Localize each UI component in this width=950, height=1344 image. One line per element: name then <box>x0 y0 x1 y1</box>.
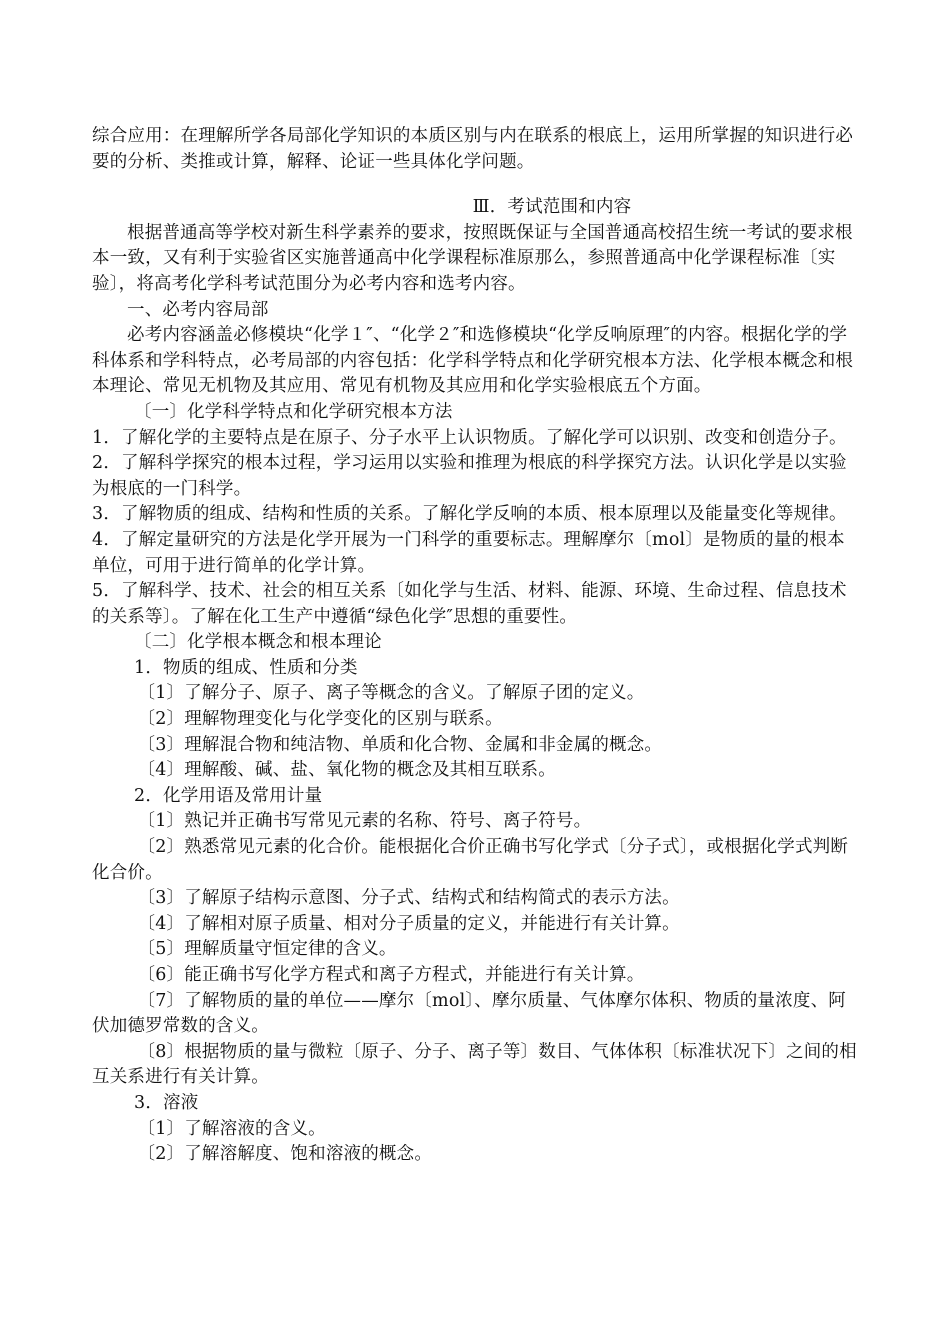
document-body <box>92 124 862 1168</box>
topic2-item: 〔2〕熟悉常见元素的化合价。能根据化合价正确书写化学式〔分子式〕，或根据化学式判断化合价。 <box>92 837 849 883</box>
topic2-item: 〔6〕能正确书写化学方程式和离子方程式，并能进行有关计算。 <box>137 965 645 985</box>
sub1-item: 2．了解科学探究的根本过程，学习运用以实验和推理为根底的科学探究方法。认识化学是以实验为根底的一门科学。 <box>92 453 847 499</box>
topic2-item: 〔3〕了解原子结构示意图、分子式、结构式和结构简式的表示方法。 <box>137 888 680 909</box>
topic2-item: 〔7〕了解物质的量的单位——摩尔〔mol〕、摩尔质量、气体摩尔体积、物质的量浓度、阿伏加德罗常数的含义。 <box>92 990 847 1037</box>
topic2-item: 〔8〕根据物质的量与微粒〔原子、分子、离子等〕数目、气体体积〔标准状况下〕之间的相互关系进行有关计算。 <box>92 1041 857 1088</box>
topic1-heading: 1．物质的组成、性质和分类 <box>134 657 358 678</box>
topic2-item: 〔4〕了解相对原子质量、相对分子质量的定义，并能进行有关计算。 <box>137 913 680 934</box>
sub1-item: 5．了解科学、技术、社会的相互关系〔如化学与生活、材料、能源、环境、生命过程、信息技术的关系等〕。了解在化工生产中遵循“绿色化学″思想的重要性。 <box>92 581 847 627</box>
topic3-heading: 3．溶液 <box>134 1092 199 1113</box>
sub1-item: 1．了解化学的主要特点是在原子、分子水平上认识物质。了解化学可以识别、改变和创造分子。 <box>92 427 847 448</box>
part1-heading: 一、必考内容局部 <box>127 299 269 320</box>
topic1-item: 〔1〕了解分子、原子、离子等概念的含义。了解原子团的定义。 <box>137 683 645 704</box>
topic2-heading: 2．化学用语及常用计量 <box>134 785 323 806</box>
sub1-item: 4．了解定量研究的方法是化学开展为一门科学的重要标志。理解摩尔〔mol〕是物质的量的根本单位，可用于进行简单的化学计算。 <box>92 529 845 576</box>
topic3-item: 〔1〕了解溶液的含义。 <box>137 1118 326 1139</box>
topic3-item: 〔2〕了解溶解度、饱和溶液的概念。 <box>137 1144 433 1165</box>
sub1-heading: 〔一〕化学科学特点和化学研究根本方法 <box>134 401 453 422</box>
section-title: Ⅲ．考试范围和内容 <box>472 197 632 218</box>
topic1-item: 〔3〕理解混合物和纯洁物、单质和化合物、金属和非金属的概念。 <box>137 734 663 755</box>
section-paragraph: 根据普通高等学校对新生科学素养的要求，按照既保证与全国普通高校招生统一考试的要求根本一致，又有利于实验省区实施普通高中化学课程标准原那么，参照普通高中化学课程标准〔实验〕，将高考化学科考试范围分为必考内容和选考内容。 <box>92 222 853 294</box>
topic1-item: 〔4〕理解酸、碱、盐、氧化物的概念及其相互联系。 <box>137 760 556 781</box>
topic2-item: 〔1〕熟记并正确书写常见元素的名称、符号、离子符号。 <box>137 811 592 832</box>
topic1-item: 〔2〕理解物理变化与化学变化的区别与联系。 <box>137 709 503 730</box>
intro-paragraph: 综合应用：在理解所学各局部化学知识的本质区别与内在联系的根底上，运用所掌握的知识进行必要的分析、类推或计算，解释、论证一些具体化学问题。 <box>92 126 854 172</box>
topic2-item: 〔5〕理解质量守恒定律的含义。 <box>137 939 397 960</box>
sub2-heading: 〔二〕化学根本概念和根本理论 <box>134 632 382 653</box>
part1-paragraph: 必考内容涵盖必修模块“化学１″、“化学２″和选修模块“化学反响原理″的内容。根据化学的学科体系和学科特点，必考局部的内容包括：化学科学特点和化学研究根本方法、化学根本概念和根本理论、常见无机物及其应用、常见有机物及其应用和化学实验根底五个方面。 <box>92 325 854 397</box>
sub1-item: 3．了解物质的组成、结构和性质的关系。了解化学反响的本质、根本原理以及能量变化等规律。 <box>92 504 847 525</box>
